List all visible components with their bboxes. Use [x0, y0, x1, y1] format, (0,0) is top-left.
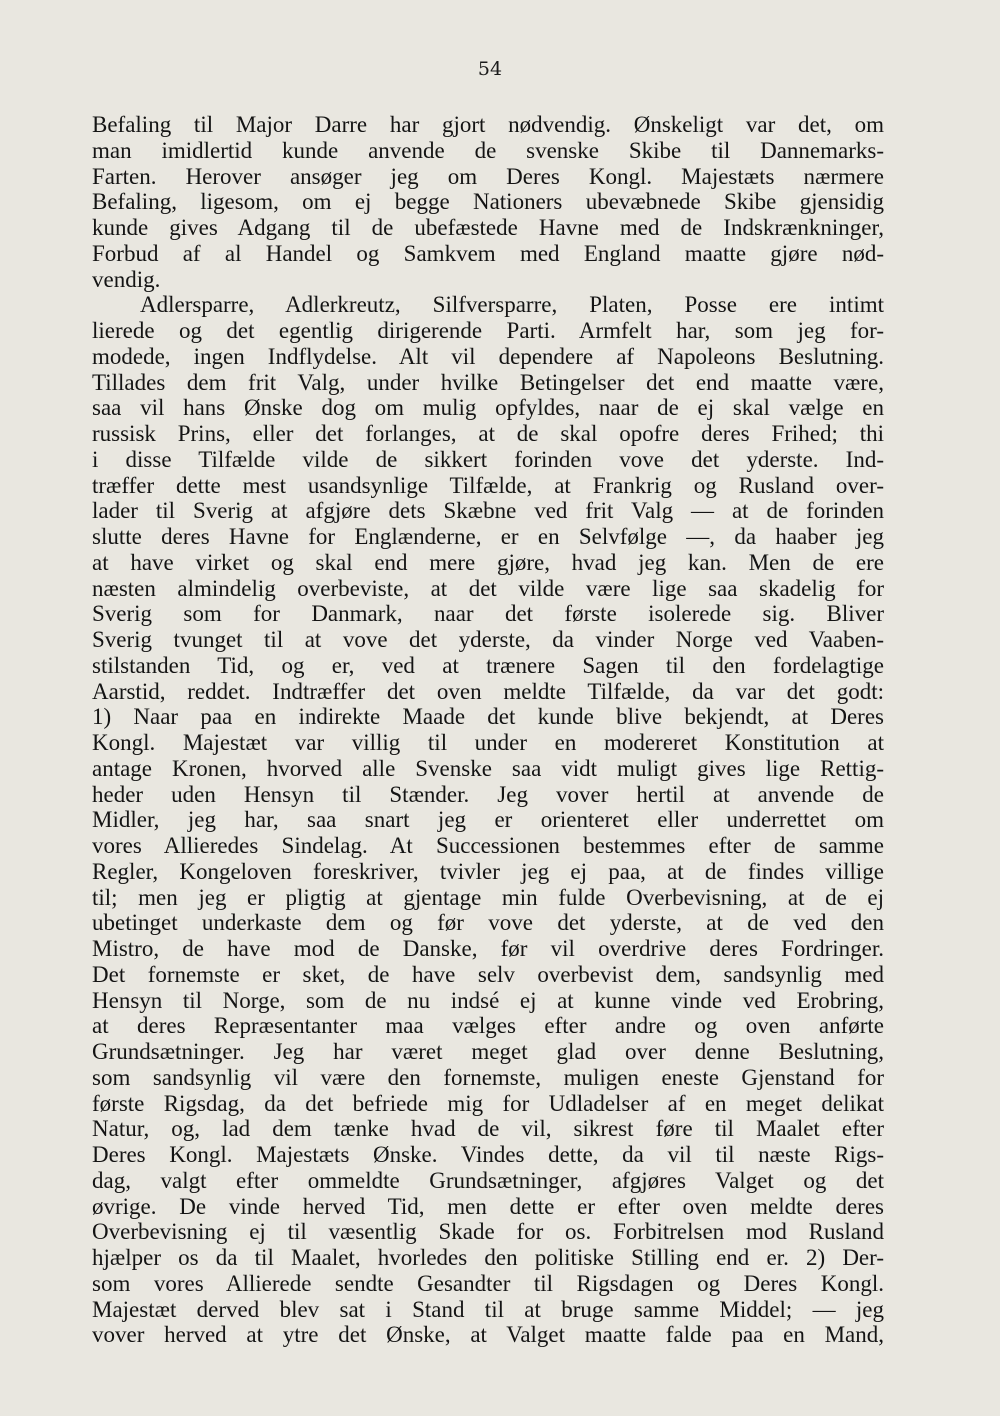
text-line: antage Kronen, hvorved alle Svenske saa vidt muligt gives lige Rettig-	[92, 755, 884, 781]
text-line: slutte deres Havne for Englænderne, er en Selvfølge —, da haaber jeg	[92, 524, 884, 549]
text-line: at have virket og skal end mere gjøre, hvad jeg kan. Men de ere	[92, 549, 884, 575]
text-line: som sandsynlig vil være den fornemste, muligen eneste Gjenstand for	[92, 1064, 884, 1090]
text-line: Sverig som for Danmark, naar det første isolerede sig. Bliver	[92, 601, 884, 627]
text-line: Tillades dem frit Valg, under hvilke Betingelser det end maatte være,	[92, 369, 884, 395]
text-line: vendig.	[92, 266, 161, 292]
text-line: ubetinget underkaste dem og før vove det yderste, at de ved den	[92, 910, 884, 936]
text-line: Midler, jeg har, saa snart jeg er orienteret eller underrettet om	[92, 807, 884, 833]
text-line: vores Allieredes Sindelag. At Successionen bestemmes efter de samme	[92, 833, 884, 858]
text-line: lierede og det egentlig dirigerende Parti. Armfelt har, som jeg for-	[92, 318, 884, 343]
text-line: Overbevisning ej til væsentlig Skade for os. Forbitrelsen mod Rusland	[92, 1219, 884, 1245]
text-line: Forbud af al Handel og Samkvem med England maatte gjøre nød-	[92, 240, 884, 266]
text-line: Det fornemste er sket, de have selv overbevist dem, sandsynlig med	[92, 961, 884, 987]
text-line: Adlersparre, Adlerkreutz, Silfversparre, Platen, Posse ere intimt	[140, 292, 884, 318]
text-line: Farten. Herover ansøger jeg om Deres Kongl. Majestæts nærmere	[92, 163, 884, 189]
text-line: Deres Kongl. Majestæts Ønske. Vindes dette, da vil til næste Rigs-	[92, 1142, 884, 1167]
page-number: 54	[477, 58, 503, 80]
text-line: modede, ingen Indflydelse. Alt vil dependere af Napoleons Beslutning.	[92, 343, 884, 369]
text-line: træffer dette mest usandsynlige Tilfælde, at Frankrig og Rusland over-	[92, 472, 884, 498]
text-line: Hensyn til Norge, som de nu indsé ej at kunne vinde ved Erobring,	[92, 987, 884, 1013]
text-line: Mistro, de have mod de Danske, før vil overdrive deres Fordringer.	[92, 936, 884, 961]
text-line: hjælper os da til Maalet, hvorledes den politiske Stilling end er. 2) Der-	[92, 1245, 884, 1270]
text-line: Natur, og, lad dem tænke hvad de vil, sikrest føre til Maalet efter	[92, 1116, 884, 1142]
text-line: man imidlertid kunde anvende de svenske Skibe til Dannemarks-	[92, 137, 884, 163]
text-line: 1) Naar paa en indirekte Maade det kunde blive bekjendt, at Deres	[92, 704, 884, 730]
text-line: lader til Sverig at afgjøre dets Skæbne ved frit Valg — at de forinden	[92, 498, 884, 524]
text-line: saa vil hans Ønske dog om mulig opfyldes, naar de ej skal vælge en	[92, 395, 884, 421]
text-line: Aarstid, reddet. Indtræffer det oven meldte Tilfælde, da var det godt:	[92, 678, 884, 704]
text-line: Regler, Kongeloven foreskriver, tvivler jeg ej paa, at de findes villige	[92, 858, 884, 884]
text-line: øvrige. De vinde herved Tid, men dette er efter oven meldte deres	[92, 1193, 884, 1219]
text-line: dag, valgt efter ommeldte Grundsætninger, afgjøres Valget og det	[92, 1167, 884, 1193]
text-line: kunde gives Adgang til de ubefæstede Havne med de Indskrænkninger,	[92, 215, 884, 240]
text-line: vover herved at ytre det Ønske, at Valget maatte falde paa en Mand,	[92, 1322, 884, 1348]
text-line: russisk Prins, eller det forlanges, at de skal opofre deres Frihed; thi	[92, 421, 884, 446]
text-line: Befaling til Major Darre har gjort nødvendig. Ønskeligt var det, om	[92, 112, 884, 137]
text-line: næsten almindelig overbeviste, at det vilde være lige saa skadelig for	[92, 575, 884, 601]
text-line: at deres Repræsentanter maa vælges efter andre og oven anførte	[92, 1013, 884, 1039]
text-line: Sverig tvunget til at vove det yderste, da vinder Norge ved Vaaben-	[92, 627, 884, 652]
text-line: i disse Tilfælde vilde de sikkert forinden vove det yderste. Ind-	[92, 446, 884, 472]
text-line: første Rigsdag, da det befriede mig for Udladelser af en meget delikat	[92, 1090, 884, 1116]
text-line: til; men jeg er pligtig at gjentage min fulde Overbevisning, at de ej	[92, 884, 884, 910]
text-line: Majestæt derved blev sat i Stand til at bruge samme Middel; — jeg	[92, 1296, 884, 1322]
text-line: stilstanden Tid, og er, ved at trænere Sagen til den fordelagtige	[92, 652, 884, 678]
text-line: Grundsætninger. Jeg har været meget glad over denne Beslutning,	[92, 1039, 884, 1064]
text-line: Kongl. Majestæt var villig til under en modereret Konstitution at	[92, 730, 884, 755]
text-line: Befaling, ligesom, om ej begge Nationers ubevæbnede Skibe gjensidig	[92, 189, 884, 215]
body-text	[92, 112, 884, 1348]
text-line: heder uden Hensyn til Stænder. Jeg vover hertil at anvende de	[92, 781, 884, 807]
text-line: som vores Allierede sendte Gesandter til Rigsdagen og Deres Kongl.	[92, 1270, 884, 1296]
